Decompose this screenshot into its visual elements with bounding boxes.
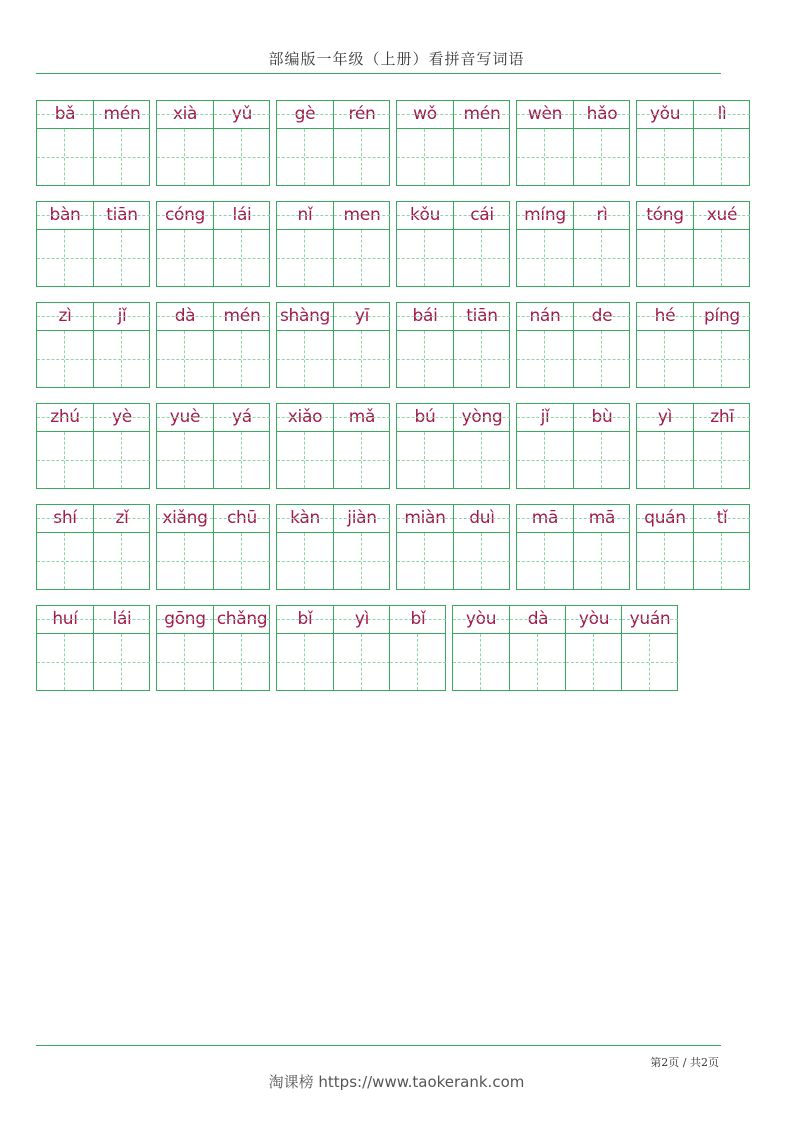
pinyin-label: lái: [214, 202, 270, 230]
writing-square[interactable]: [574, 331, 630, 387]
char-cell: [93, 202, 149, 286]
pinyin-label: dà: [157, 303, 213, 331]
char-cell: [213, 202, 269, 286]
char-cell: [453, 303, 509, 387]
word-box: [516, 302, 630, 388]
pinyin-label: lái: [94, 606, 150, 634]
writing-square[interactable]: [574, 129, 630, 185]
pinyin-label: mén: [94, 101, 150, 129]
pinyin-label: bú: [397, 404, 453, 432]
word-box: [636, 504, 750, 590]
writing-square[interactable]: [334, 533, 390, 589]
word-box: [516, 100, 630, 186]
word-box: [636, 403, 750, 489]
pinyin-label: dà: [510, 606, 566, 634]
char-cell: [157, 404, 213, 488]
pinyin-label: xué: [694, 202, 750, 230]
char-cell: [573, 202, 629, 286]
writing-square[interactable]: [574, 230, 630, 286]
char-cell: [637, 404, 693, 488]
writing-square[interactable]: [510, 634, 566, 690]
writing-square[interactable]: [277, 331, 333, 387]
word-box: [276, 100, 390, 186]
word-box: [276, 605, 446, 691]
pinyin-label: tǐ: [694, 505, 750, 533]
char-cell: [213, 606, 269, 690]
pinyin-label: yòng: [454, 404, 510, 432]
writing-square[interactable]: [637, 129, 693, 185]
writing-square[interactable]: [566, 634, 622, 690]
char-cell: [637, 202, 693, 286]
pinyin-label: quán: [637, 505, 693, 533]
word-box: [276, 403, 390, 489]
pinyin-label: tiān: [454, 303, 510, 331]
char-cell: [37, 303, 93, 387]
writing-square[interactable]: [157, 331, 213, 387]
writing-square[interactable]: [694, 533, 750, 589]
writing-square[interactable]: [334, 331, 390, 387]
char-cell: [397, 202, 453, 286]
char-cell: [637, 101, 693, 185]
char-cell: [453, 505, 509, 589]
char-cell: [397, 505, 453, 589]
char-cell: [93, 505, 149, 589]
writing-square[interactable]: [37, 432, 93, 488]
pinyin-label: jiàn: [334, 505, 390, 533]
word-box: [156, 100, 270, 186]
char-cell: [37, 606, 93, 690]
writing-square[interactable]: [277, 230, 333, 286]
char-cell: [37, 101, 93, 185]
char-cell: [93, 404, 149, 488]
char-cell: [517, 404, 573, 488]
pinyin-label: xiǎng: [157, 505, 213, 533]
pinyin-label: shàng: [277, 303, 333, 331]
pinyin-label: cái: [454, 202, 510, 230]
char-cell: [277, 404, 333, 488]
writing-square[interactable]: [517, 230, 573, 286]
char-cell: [453, 202, 509, 286]
pinyin-label: kàn: [277, 505, 333, 533]
word-box: [36, 605, 150, 691]
char-cell: [621, 606, 677, 690]
char-cell: [157, 101, 213, 185]
char-cell: [333, 404, 389, 488]
writing-square[interactable]: [454, 230, 510, 286]
pinyin-label: xiǎo: [277, 404, 333, 432]
char-cell: [333, 303, 389, 387]
writing-square[interactable]: [454, 331, 510, 387]
pinyin-label: zǐ: [94, 505, 150, 533]
char-cell: [453, 101, 509, 185]
writing-square[interactable]: [214, 230, 270, 286]
pinyin-label: cóng: [157, 202, 213, 230]
pinyin-label: yī: [334, 303, 390, 331]
writing-square[interactable]: [277, 129, 333, 185]
writing-square[interactable]: [277, 634, 333, 690]
pinyin-label: yǒu: [637, 101, 693, 129]
pinyin-label: tiān: [94, 202, 150, 230]
char-cell: [693, 101, 749, 185]
char-cell: [693, 202, 749, 286]
pinyin-label: miàn: [397, 505, 453, 533]
word-box: [396, 504, 510, 590]
char-cell: [277, 505, 333, 589]
pinyin-label: yì: [637, 404, 693, 432]
char-cell: [693, 404, 749, 488]
writing-square[interactable]: [397, 533, 453, 589]
pinyin-label: men: [334, 202, 390, 230]
pinyin-label: jǐ: [517, 404, 573, 432]
writing-square[interactable]: [334, 432, 390, 488]
writing-square[interactable]: [517, 129, 573, 185]
pinyin-label: bǐ: [390, 606, 446, 634]
pinyin-label: mén: [214, 303, 270, 331]
word-box: [36, 403, 150, 489]
pinyin-label: yè: [94, 404, 150, 432]
pinyin-label: chǎng: [214, 606, 270, 634]
char-cell: [517, 505, 573, 589]
pinyin-label: mā: [517, 505, 573, 533]
writing-square[interactable]: [157, 634, 213, 690]
pinyin-label: de: [574, 303, 630, 331]
writing-square[interactable]: [694, 129, 750, 185]
char-cell: [637, 505, 693, 589]
pinyin-label: hé: [637, 303, 693, 331]
writing-square[interactable]: [214, 432, 270, 488]
writing-square[interactable]: [157, 230, 213, 286]
writing-square[interactable]: [453, 634, 509, 690]
char-cell: [397, 101, 453, 185]
char-cell: [453, 606, 509, 690]
writing-square[interactable]: [94, 230, 150, 286]
char-cell: [517, 101, 573, 185]
char-cell: [565, 606, 621, 690]
pinyin-label: zhú: [37, 404, 93, 432]
pinyin-label: chū: [214, 505, 270, 533]
pinyin-label: nǐ: [277, 202, 333, 230]
pinyin-label: mǎ: [334, 404, 390, 432]
word-box: [516, 403, 630, 489]
char-cell: [37, 404, 93, 488]
char-cell: [397, 404, 453, 488]
word-box: [36, 504, 150, 590]
writing-square[interactable]: [37, 533, 93, 589]
writing-square[interactable]: [694, 432, 750, 488]
writing-square[interactable]: [397, 331, 453, 387]
writing-square[interactable]: [390, 634, 446, 690]
page-title: 部编版一年级（上册）看拼音写词语: [268, 50, 525, 68]
char-cell: [157, 505, 213, 589]
char-cell: [333, 606, 389, 690]
writing-square[interactable]: [157, 129, 213, 185]
writing-square[interactable]: [214, 331, 270, 387]
word-box: [516, 504, 630, 590]
word-box: [396, 302, 510, 388]
writing-square[interactable]: [214, 634, 270, 690]
word-box: [156, 201, 270, 287]
writing-square[interactable]: [94, 331, 150, 387]
word-box: [276, 302, 390, 388]
writing-square[interactable]: [94, 533, 150, 589]
pinyin-label: yì: [334, 606, 390, 634]
pinyin-label: yòu: [566, 606, 622, 634]
pinyin-label: zì: [37, 303, 93, 331]
char-cell: [93, 606, 149, 690]
char-cell: [573, 303, 629, 387]
pinyin-label: lì: [694, 101, 750, 129]
pinyin-label: bù: [574, 404, 630, 432]
char-cell: [573, 101, 629, 185]
pinyin-label: yá: [214, 404, 270, 432]
word-box: [36, 302, 150, 388]
word-box: [516, 201, 630, 287]
char-cell: [93, 303, 149, 387]
char-cell: [333, 101, 389, 185]
writing-square[interactable]: [637, 230, 693, 286]
writing-square[interactable]: [214, 533, 270, 589]
footer-rule: [36, 1045, 721, 1046]
writing-square[interactable]: [277, 533, 333, 589]
pinyin-label: kǒu: [397, 202, 453, 230]
word-box: [156, 605, 270, 691]
char-cell: [157, 202, 213, 286]
footer-site: 淘课榜 https://www.taokerank.com: [268, 1073, 525, 1091]
char-cell: [573, 505, 629, 589]
word-box: [36, 100, 150, 186]
pinyin-label: gōng: [157, 606, 213, 634]
writing-square[interactable]: [637, 533, 693, 589]
writing-square[interactable]: [157, 533, 213, 589]
writing-square[interactable]: [517, 432, 573, 488]
writing-square[interactable]: [574, 432, 630, 488]
writing-square[interactable]: [94, 432, 150, 488]
pinyin-label: bǐ: [277, 606, 333, 634]
writing-square[interactable]: [37, 129, 93, 185]
pinyin-label: huí: [37, 606, 93, 634]
writing-square[interactable]: [454, 533, 510, 589]
char-cell: [277, 606, 333, 690]
writing-square[interactable]: [37, 331, 93, 387]
char-cell: [277, 303, 333, 387]
pinyin-label: bàn: [37, 202, 93, 230]
pinyin-label: tóng: [637, 202, 693, 230]
writing-square[interactable]: [397, 129, 453, 185]
word-box: [636, 201, 750, 287]
writing-square[interactable]: [334, 230, 390, 286]
word-box: [276, 504, 390, 590]
pinyin-label: rì: [574, 202, 630, 230]
char-cell: [453, 404, 509, 488]
char-cell: [213, 505, 269, 589]
pinyin-label: yòu: [453, 606, 509, 634]
char-cell: [213, 101, 269, 185]
writing-square[interactable]: [37, 634, 93, 690]
char-cell: [213, 303, 269, 387]
word-box: [156, 302, 270, 388]
char-cell: [637, 303, 693, 387]
char-cell: [397, 303, 453, 387]
char-cell: [93, 101, 149, 185]
writing-square[interactable]: [94, 129, 150, 185]
pinyin-label: mén: [454, 101, 510, 129]
char-cell: [509, 606, 565, 690]
pinyin-label: mā: [574, 505, 630, 533]
writing-square[interactable]: [694, 331, 750, 387]
char-cell: [693, 505, 749, 589]
pinyin-label: zhī: [694, 404, 750, 432]
char-cell: [277, 101, 333, 185]
char-cell: [157, 606, 213, 690]
pinyin-label: yuè: [157, 404, 213, 432]
char-cell: [333, 202, 389, 286]
word-box: [396, 100, 510, 186]
char-cell: [37, 202, 93, 286]
writing-square[interactable]: [637, 331, 693, 387]
page-number: 第2页 / 共2页: [650, 1056, 719, 1069]
word-box: [636, 100, 750, 186]
writing-square[interactable]: [334, 129, 390, 185]
writing-square[interactable]: [454, 432, 510, 488]
pinyin-label: bǎ: [37, 101, 93, 129]
pinyin-label: nán: [517, 303, 573, 331]
char-cell: [517, 202, 573, 286]
word-box: [636, 302, 750, 388]
char-cell: [157, 303, 213, 387]
writing-square[interactable]: [637, 432, 693, 488]
word-box: [276, 201, 390, 287]
char-cell: [693, 303, 749, 387]
pinyin-label: hǎo: [574, 101, 630, 129]
writing-square[interactable]: [694, 230, 750, 286]
char-cell: [573, 404, 629, 488]
writing-square[interactable]: [574, 533, 630, 589]
word-box: [36, 201, 150, 287]
pinyin-label: míng: [517, 202, 573, 230]
writing-square[interactable]: [37, 230, 93, 286]
writing-square[interactable]: [94, 634, 150, 690]
writing-square[interactable]: [334, 634, 390, 690]
word-box: [452, 605, 678, 691]
word-box: [156, 504, 270, 590]
writing-square[interactable]: [517, 533, 573, 589]
char-cell: [389, 606, 445, 690]
writing-square[interactable]: [622, 634, 678, 690]
char-cell: [277, 202, 333, 286]
pinyin-label: wǒ: [397, 101, 453, 129]
writing-square[interactable]: [214, 129, 270, 185]
writing-square[interactable]: [397, 230, 453, 286]
word-box: [396, 403, 510, 489]
writing-square[interactable]: [157, 432, 213, 488]
char-cell: [213, 404, 269, 488]
pinyin-label: gè: [277, 101, 333, 129]
writing-square[interactable]: [397, 432, 453, 488]
pinyin-label: yǔ: [214, 101, 270, 129]
word-box: [396, 201, 510, 287]
char-cell: [517, 303, 573, 387]
writing-square[interactable]: [277, 432, 333, 488]
pinyin-label: wèn: [517, 101, 573, 129]
pinyin-label: bái: [397, 303, 453, 331]
char-cell: [333, 505, 389, 589]
pinyin-label: duì: [454, 505, 510, 533]
pinyin-label: jǐ: [94, 303, 150, 331]
pinyin-label: rén: [334, 101, 390, 129]
char-cell: [37, 505, 93, 589]
word-box: [156, 403, 270, 489]
pinyin-label: píng: [694, 303, 750, 331]
writing-square[interactable]: [517, 331, 573, 387]
writing-square[interactable]: [454, 129, 510, 185]
pinyin-label: shí: [37, 505, 93, 533]
pinyin-label: xià: [157, 101, 213, 129]
pinyin-label: yuán: [622, 606, 678, 634]
